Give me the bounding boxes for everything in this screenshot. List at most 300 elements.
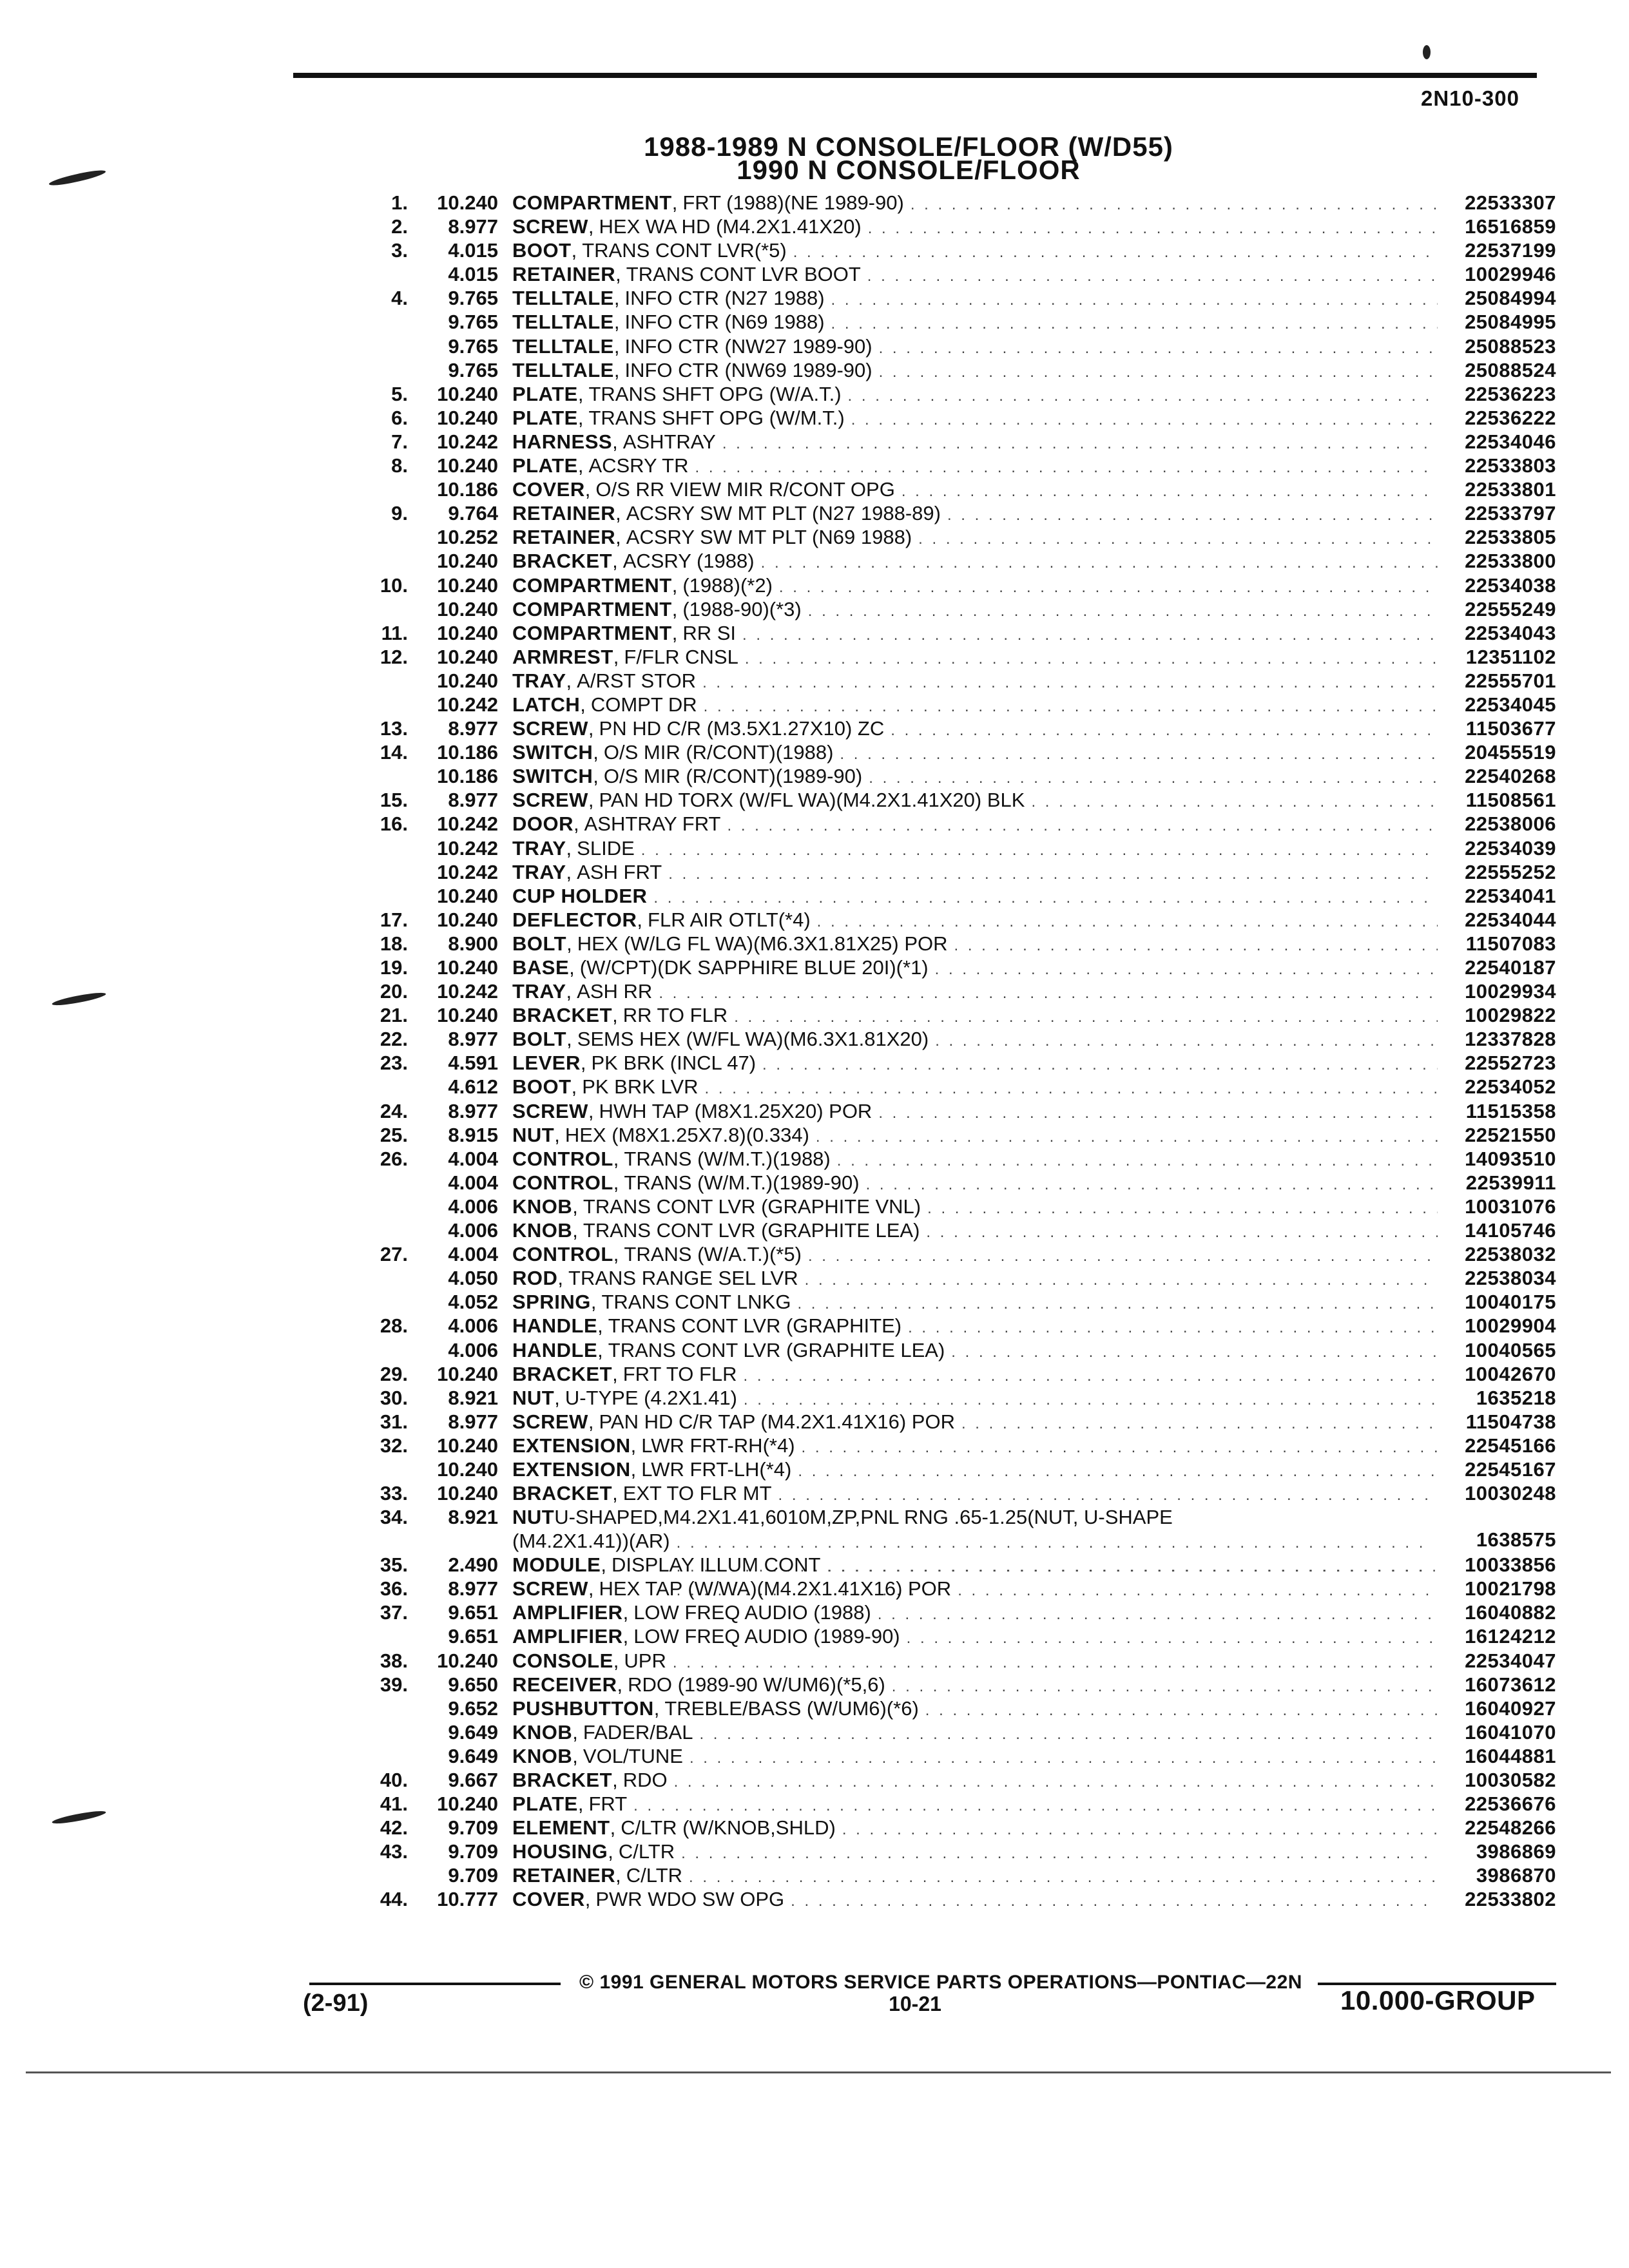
part-detail: C/LTR bbox=[618, 1840, 675, 1863]
ref-number: 24. bbox=[380, 1099, 408, 1122]
part-detail: TRANS SHFT OPG (W/A.T.) bbox=[588, 382, 842, 405]
part-detail: ACSRY (1988) bbox=[622, 550, 755, 573]
parts-row bbox=[358, 1887, 1556, 1911]
group-number: 4.015 bbox=[448, 263, 498, 286]
revision-date: (2-91) bbox=[303, 1990, 369, 2017]
comma-separator: , bbox=[571, 1075, 577, 1099]
leader-dots bbox=[868, 216, 1438, 240]
ref-number: 17. bbox=[380, 908, 408, 931]
group-number: 9.709 bbox=[448, 1816, 498, 1840]
comma-separator: , bbox=[612, 1769, 618, 1791]
comma-separator: , bbox=[630, 1434, 637, 1457]
comma-separator: , bbox=[608, 1840, 613, 1863]
leader-dots bbox=[734, 1005, 1438, 1029]
part-number: 10040175 bbox=[1465, 1291, 1556, 1314]
part-detail: (W/CPT)(DK SAPPHIRE BLUE 20I)(*1) bbox=[579, 956, 929, 979]
part-description bbox=[512, 1624, 1447, 1650]
comma-separator: , bbox=[653, 1696, 660, 1720]
parts-row bbox=[358, 812, 1556, 836]
part-number: 22552723 bbox=[1465, 1052, 1556, 1075]
parts-row bbox=[358, 1457, 1556, 1481]
group-number: 9.765 bbox=[448, 311, 498, 334]
comma-separator: , bbox=[597, 1338, 603, 1361]
ref-number: 40. bbox=[380, 1769, 408, 1791]
comma-separator: , bbox=[569, 956, 575, 979]
part-detail: COMPT DR bbox=[590, 693, 697, 716]
comma-separator: , bbox=[613, 311, 620, 334]
comma-separator: , bbox=[630, 1457, 637, 1481]
part-number: 10031076 bbox=[1465, 1195, 1556, 1218]
group-number: 10.242 bbox=[437, 430, 498, 453]
part-detail: PK BRK LVR bbox=[582, 1075, 699, 1099]
ref-number: 19. bbox=[380, 956, 408, 979]
group-number: 10.240 bbox=[437, 597, 498, 620]
part-number: 16516859 bbox=[1465, 215, 1556, 238]
part-number: 22534046 bbox=[1465, 430, 1556, 453]
comma-separator: , bbox=[613, 287, 620, 310]
leader-dots bbox=[779, 575, 1438, 599]
group-number: 9.709 bbox=[448, 1864, 498, 1887]
part-detail: HWH TAP (M8X1.25X20) POR bbox=[599, 1099, 872, 1122]
group-number: 9.765 bbox=[448, 287, 498, 310]
group-number: 9.709 bbox=[448, 1840, 498, 1863]
comma-separator: , bbox=[572, 1219, 578, 1242]
part-number: 11507083 bbox=[1465, 932, 1556, 955]
leader-dots bbox=[673, 1651, 1438, 1675]
leader-dots bbox=[705, 1077, 1438, 1100]
part-name: SCREW bbox=[512, 1099, 588, 1122]
parts-row bbox=[358, 358, 1556, 382]
part-number: 22534047 bbox=[1465, 1649, 1556, 1672]
ref-number: 8. bbox=[391, 454, 408, 477]
group-label: 10.000-GROUP bbox=[1340, 1985, 1536, 2015]
leader-dots bbox=[925, 1698, 1438, 1722]
part-name: SCREW bbox=[512, 1577, 588, 1600]
part-name: KNOB bbox=[512, 1744, 573, 1767]
part-detail: INFO CTR (NW27 1989-90) bbox=[624, 334, 872, 358]
part-description bbox=[512, 1027, 1447, 1053]
comma-separator: , bbox=[574, 812, 579, 836]
comma-separator: , bbox=[577, 406, 584, 429]
leader-dots bbox=[808, 1244, 1438, 1268]
part-number: 22539911 bbox=[1465, 1171, 1556, 1194]
part-description bbox=[512, 573, 1447, 599]
part-name: BOLT bbox=[512, 932, 567, 955]
ref-number: 37. bbox=[380, 1601, 408, 1624]
part-detail: TRANS CONT LNKG bbox=[601, 1291, 791, 1314]
part-number: 22536223 bbox=[1465, 382, 1556, 405]
comma-separator: , bbox=[577, 382, 584, 405]
part-description bbox=[512, 477, 1447, 503]
part-name: BOOT bbox=[512, 1075, 572, 1099]
leader-dots bbox=[744, 1388, 1438, 1412]
part-detail: TRANS (W/M.T.)(1989-90) bbox=[624, 1171, 860, 1194]
part-description bbox=[512, 1410, 1447, 1436]
comma-separator: , bbox=[613, 645, 619, 668]
part-name: KNOB bbox=[512, 1219, 573, 1242]
part-number: 10030248 bbox=[1465, 1482, 1556, 1505]
part-description bbox=[512, 1553, 1447, 1579]
comma-separator: , bbox=[612, 1004, 618, 1027]
comma-separator: , bbox=[671, 191, 678, 214]
part-number: 22533797 bbox=[1465, 502, 1556, 525]
part-number: 16124212 bbox=[1465, 1625, 1556, 1648]
comma-separator: , bbox=[572, 1720, 578, 1744]
part-description bbox=[512, 597, 1447, 623]
binder-hole-mark bbox=[52, 1808, 106, 1826]
group-number: 10.240 bbox=[437, 669, 498, 692]
part-description bbox=[512, 1099, 1447, 1125]
comma-separator: , bbox=[613, 1171, 619, 1194]
part-description bbox=[512, 860, 1447, 886]
comma-separator: , bbox=[584, 1888, 591, 1911]
part-name: LEVER bbox=[512, 1052, 581, 1075]
part-description bbox=[512, 1171, 1447, 1196]
leader-dots bbox=[926, 1220, 1438, 1244]
part-detail: ASH RR bbox=[577, 980, 653, 1003]
parts-row bbox=[358, 932, 1556, 956]
part-number: 22536222 bbox=[1465, 406, 1556, 429]
part-number: 10029934 bbox=[1465, 980, 1556, 1003]
ref-number: 41. bbox=[380, 1792, 408, 1816]
group-number: 10.242 bbox=[437, 812, 498, 836]
part-name: SPRING bbox=[512, 1291, 591, 1314]
part-detail: TRANS (W/A.T.)(*5) bbox=[624, 1243, 802, 1266]
group-number: 4.015 bbox=[448, 239, 498, 262]
part-number: 10021798 bbox=[1465, 1577, 1556, 1600]
part-detail: RDO (1989-90 W/UM6)(*5,6) bbox=[628, 1673, 885, 1696]
group-number: 8.921 bbox=[448, 1386, 498, 1409]
comma-separator: , bbox=[601, 1553, 606, 1577]
group-number: 10.240 bbox=[437, 1649, 498, 1672]
leader-dots bbox=[892, 1675, 1438, 1698]
part-number: 22538034 bbox=[1465, 1267, 1556, 1290]
comma-separator: , bbox=[615, 526, 621, 549]
comma-separator: , bbox=[588, 717, 594, 740]
part-description bbox=[512, 693, 1447, 718]
parts-row bbox=[358, 477, 1556, 501]
part-detail: SEMS HEX (W/FL WA)(M6.3X1.81X20) bbox=[577, 1028, 929, 1051]
leader-dots bbox=[704, 695, 1438, 718]
part-detail: TRANS CONT LVR (GRAPHITE VNL) bbox=[583, 1195, 921, 1218]
ref-number: 33. bbox=[380, 1482, 408, 1505]
group-number: 9.649 bbox=[448, 1744, 498, 1767]
leader-dots bbox=[798, 1459, 1438, 1483]
part-name: KNOB bbox=[512, 1195, 573, 1218]
part-description bbox=[512, 1434, 1447, 1459]
part-number: 22533800 bbox=[1465, 550, 1556, 573]
parts-row bbox=[358, 1147, 1556, 1171]
part-name: AMPLIFIER bbox=[512, 1625, 623, 1648]
group-number: 8.915 bbox=[448, 1123, 498, 1146]
part-number: 11515358 bbox=[1465, 1099, 1556, 1122]
leader-dots bbox=[958, 1579, 1438, 1602]
part-detail: ASH FRT bbox=[577, 860, 662, 883]
part-detail: ACSRY TR bbox=[588, 454, 689, 477]
part-detail: A/RST STOR bbox=[577, 669, 697, 692]
comma-separator: , bbox=[612, 430, 618, 453]
part-name: CONSOLE bbox=[512, 1649, 613, 1672]
part-name: SCREW bbox=[512, 789, 588, 812]
part-detail: RR TO FLR bbox=[622, 1004, 728, 1027]
parts-row bbox=[358, 1003, 1556, 1027]
group-number: 10.240 bbox=[437, 884, 498, 907]
leader-dots bbox=[791, 1889, 1438, 1913]
part-name: CONTROL bbox=[512, 1171, 613, 1194]
part-number: 22533805 bbox=[1465, 526, 1556, 549]
part-detail: SLIDE bbox=[577, 836, 635, 860]
leader-dots bbox=[951, 1340, 1438, 1364]
part-name: SWITCH bbox=[512, 765, 593, 788]
parts-row bbox=[358, 1362, 1556, 1386]
group-number: 4.004 bbox=[448, 1171, 498, 1194]
group-number: 10.240 bbox=[437, 454, 498, 477]
part-detail: LWR FRT-RH(*4) bbox=[641, 1434, 795, 1457]
group-number: 10.240 bbox=[437, 645, 498, 668]
part-name: CUP HOLDER bbox=[512, 884, 648, 907]
part-name: COVER bbox=[512, 1888, 585, 1911]
part-detail: O/S RR VIEW MIR R/CONT OPG bbox=[595, 478, 895, 501]
group-number: 10.240 bbox=[437, 1792, 498, 1816]
part-number: 22533803 bbox=[1465, 454, 1556, 477]
parts-row bbox=[358, 1099, 1556, 1123]
ref-number: 23. bbox=[380, 1052, 408, 1075]
part-description bbox=[512, 1744, 1447, 1770]
group-number: 10.240 bbox=[437, 1482, 498, 1505]
group-number: 10.240 bbox=[437, 1004, 498, 1027]
comma-separator: , bbox=[615, 502, 621, 525]
part-detail: ACSRY SW MT PLT (N27 1988-89) bbox=[626, 502, 941, 525]
parts-row bbox=[358, 1434, 1556, 1457]
part-description bbox=[512, 1600, 1447, 1626]
parts-row bbox=[358, 1386, 1556, 1410]
leader-dots bbox=[918, 527, 1438, 551]
part-number: 11503677 bbox=[1465, 717, 1556, 740]
parts-row bbox=[358, 1840, 1556, 1863]
part-description bbox=[512, 836, 1447, 862]
part-detail: EXT TO FLR MT bbox=[622, 1482, 772, 1505]
part-name: HANDLE bbox=[512, 1338, 598, 1361]
group-number: 10.240 bbox=[437, 573, 498, 597]
part-detail: (1988)(*2) bbox=[682, 573, 773, 597]
parts-row bbox=[358, 1481, 1556, 1505]
parts-row bbox=[358, 716, 1556, 740]
part-description bbox=[512, 1242, 1447, 1268]
part-detail: PAN HD C/R TAP (M4.2X1.41X16) POR bbox=[599, 1410, 955, 1433]
part-name: ROD bbox=[512, 1267, 558, 1290]
group-number: 9.765 bbox=[448, 334, 498, 358]
part-description bbox=[512, 549, 1447, 575]
part-name: TELLTALE bbox=[512, 311, 614, 334]
group-number: 9.667 bbox=[448, 1769, 498, 1791]
leader-dots bbox=[722, 432, 1438, 456]
ref-number: 30. bbox=[380, 1386, 408, 1409]
leader-dots bbox=[674, 1770, 1438, 1794]
part-number: 1638575 bbox=[1476, 1528, 1556, 1552]
ref-number: 7. bbox=[391, 430, 408, 453]
part-detail: C/LTR bbox=[626, 1864, 683, 1887]
leader-dots bbox=[961, 1412, 1438, 1436]
parts-row bbox=[358, 1816, 1556, 1840]
part-number: 10033856 bbox=[1465, 1553, 1556, 1577]
part-detail: C/LTR (W/KNOB,SHLD) bbox=[621, 1816, 836, 1840]
part-description bbox=[512, 788, 1447, 814]
group-number: 8.977 bbox=[448, 1028, 498, 1051]
part-description bbox=[512, 1649, 1447, 1675]
part-description bbox=[512, 716, 1447, 742]
part-detail: TRANS CONT LVR (GRAPHITE LEA) bbox=[583, 1219, 920, 1242]
part-number: 1635218 bbox=[1476, 1386, 1556, 1409]
part-detail: INFO CTR (N69 1988) bbox=[624, 311, 825, 334]
part-number: 16040927 bbox=[1465, 1696, 1556, 1720]
part-number: 11504738 bbox=[1465, 1410, 1556, 1433]
part-number: 10029822 bbox=[1465, 1004, 1556, 1027]
leader-dots bbox=[762, 1053, 1438, 1077]
comma-separator: , bbox=[566, 860, 572, 883]
part-detail: HEX (M8X1.25X7.8)(0.334) bbox=[564, 1123, 809, 1146]
part-name: KNOB bbox=[512, 1720, 573, 1744]
comma-separator: , bbox=[566, 980, 572, 1003]
leader-dots bbox=[907, 1626, 1438, 1650]
part-detail: TRANS RANGE SEL LVR bbox=[568, 1267, 798, 1290]
group-number: 8.900 bbox=[448, 932, 498, 955]
ref-number: 25. bbox=[380, 1123, 408, 1146]
comma-separator: , bbox=[617, 1673, 623, 1696]
group-number: 8.977 bbox=[448, 1099, 498, 1122]
leader-dots bbox=[878, 1602, 1438, 1626]
ref-number: 15. bbox=[380, 789, 408, 812]
part-detail: F/FLR CNSL bbox=[624, 645, 738, 668]
group-number: 10.240 bbox=[437, 406, 498, 429]
ref-number: 26. bbox=[380, 1147, 408, 1170]
parts-row bbox=[358, 215, 1556, 238]
part-detail: FLR AIR OTLT(*4) bbox=[648, 908, 811, 931]
group-number: 9.651 bbox=[448, 1625, 498, 1648]
part-name: MODULE bbox=[512, 1553, 601, 1577]
parts-row bbox=[358, 764, 1556, 788]
comma-separator: , bbox=[580, 1052, 586, 1075]
ref-number: 31. bbox=[380, 1410, 408, 1433]
part-number: 22545167 bbox=[1465, 1457, 1556, 1481]
parts-row bbox=[358, 1768, 1556, 1792]
part-description bbox=[512, 884, 1447, 910]
part-number: 16073612 bbox=[1465, 1673, 1556, 1696]
part-detail: PAN HD TORX (W/FL WA)(M4.2X1.41X20) BLK bbox=[599, 789, 1025, 812]
part-number: 12337828 bbox=[1465, 1028, 1556, 1051]
part-number: 22540268 bbox=[1465, 765, 1556, 788]
group-number: 10.242 bbox=[437, 693, 498, 716]
part-name: RETAINER bbox=[512, 1864, 616, 1887]
part-detail: UPR bbox=[624, 1649, 666, 1672]
leader-dots bbox=[935, 1029, 1438, 1053]
comma-separator: , bbox=[588, 789, 594, 812]
part-description bbox=[512, 334, 1447, 360]
part-number: 22555249 bbox=[1465, 597, 1556, 620]
part-description bbox=[512, 1673, 1447, 1698]
parts-row bbox=[358, 908, 1556, 932]
group-number: 10.186 bbox=[437, 478, 498, 501]
parts-row bbox=[358, 334, 1556, 358]
parts-row bbox=[358, 836, 1556, 860]
part-name: COVER bbox=[512, 478, 585, 501]
part-description bbox=[512, 645, 1447, 671]
comma-separator: , bbox=[671, 597, 678, 620]
comma-separator: , bbox=[613, 1649, 619, 1672]
part-detail: TRANS CONT LVR BOOT bbox=[626, 263, 861, 286]
leader-dots bbox=[878, 1101, 1438, 1125]
part-number: 12351102 bbox=[1465, 645, 1556, 668]
part-number: 22534041 bbox=[1465, 884, 1556, 907]
comma-separator: , bbox=[590, 1291, 597, 1314]
group-number: 10.252 bbox=[437, 526, 498, 549]
group-number: 10.240 bbox=[437, 550, 498, 573]
part-number: 22534038 bbox=[1465, 573, 1556, 597]
part-description bbox=[512, 430, 1447, 456]
group-number: 10.242 bbox=[437, 980, 498, 1003]
part-name: HARNESS bbox=[512, 430, 613, 453]
part-detail: (1988-90)(*3) bbox=[682, 597, 802, 620]
comma-separator: , bbox=[554, 1123, 560, 1146]
part-number: 25088523 bbox=[1465, 334, 1556, 358]
comma-separator: , bbox=[613, 1147, 619, 1170]
parts-row bbox=[358, 573, 1556, 597]
group-number: 2.490 bbox=[448, 1553, 498, 1577]
part-name: PUSHBUTTON bbox=[512, 1696, 654, 1720]
parts-row bbox=[358, 645, 1556, 669]
part-number: 14105746 bbox=[1465, 1219, 1556, 1242]
part-description bbox=[512, 286, 1447, 312]
part-description bbox=[512, 1362, 1447, 1388]
part-detail: ACSRY SW MT PLT (N69 1988) bbox=[626, 526, 912, 549]
part-name: BRACKET bbox=[512, 1004, 613, 1027]
part-description bbox=[512, 1840, 1447, 1865]
part-detail: HEX (W/LG FL WA)(M6.3X1.81X25) POR bbox=[577, 932, 948, 955]
parts-row bbox=[358, 621, 1556, 645]
leader-dots bbox=[837, 1149, 1438, 1173]
part-number: 22534052 bbox=[1465, 1075, 1556, 1099]
comma-separator: , bbox=[577, 1792, 584, 1816]
group-number: 9.765 bbox=[448, 358, 498, 381]
part-description bbox=[512, 262, 1447, 288]
parts-row bbox=[358, 238, 1556, 262]
parts-list bbox=[358, 191, 1556, 1912]
leader-dots bbox=[879, 336, 1438, 360]
part-name: TRAY bbox=[512, 980, 566, 1003]
part-name: DOOR bbox=[512, 812, 574, 836]
parts-row bbox=[358, 1290, 1556, 1314]
parts-row bbox=[358, 1410, 1556, 1434]
leader-dots bbox=[891, 718, 1438, 742]
part-name: SWITCH bbox=[512, 741, 593, 764]
leader-dots bbox=[761, 551, 1438, 575]
part-name: TELLTALE bbox=[512, 334, 614, 358]
ref-number: 29. bbox=[380, 1362, 408, 1385]
group-number: 4.052 bbox=[448, 1291, 498, 1314]
parts-row bbox=[358, 406, 1556, 430]
comma-separator: , bbox=[566, 669, 572, 692]
part-name: NUT bbox=[512, 1386, 555, 1409]
group-number: 10.242 bbox=[437, 860, 498, 883]
comma-separator: , bbox=[588, 1099, 594, 1122]
parts-row bbox=[358, 1577, 1556, 1600]
part-description bbox=[512, 1816, 1447, 1841]
ref-number: 43. bbox=[380, 1840, 408, 1863]
leader-dots bbox=[935, 957, 1438, 981]
part-name: PLATE bbox=[512, 454, 578, 477]
comma-separator: , bbox=[671, 621, 678, 644]
part-detail: O/S MIR (R/CONT)(1988) bbox=[603, 741, 834, 764]
part-number: 22555701 bbox=[1465, 669, 1556, 692]
